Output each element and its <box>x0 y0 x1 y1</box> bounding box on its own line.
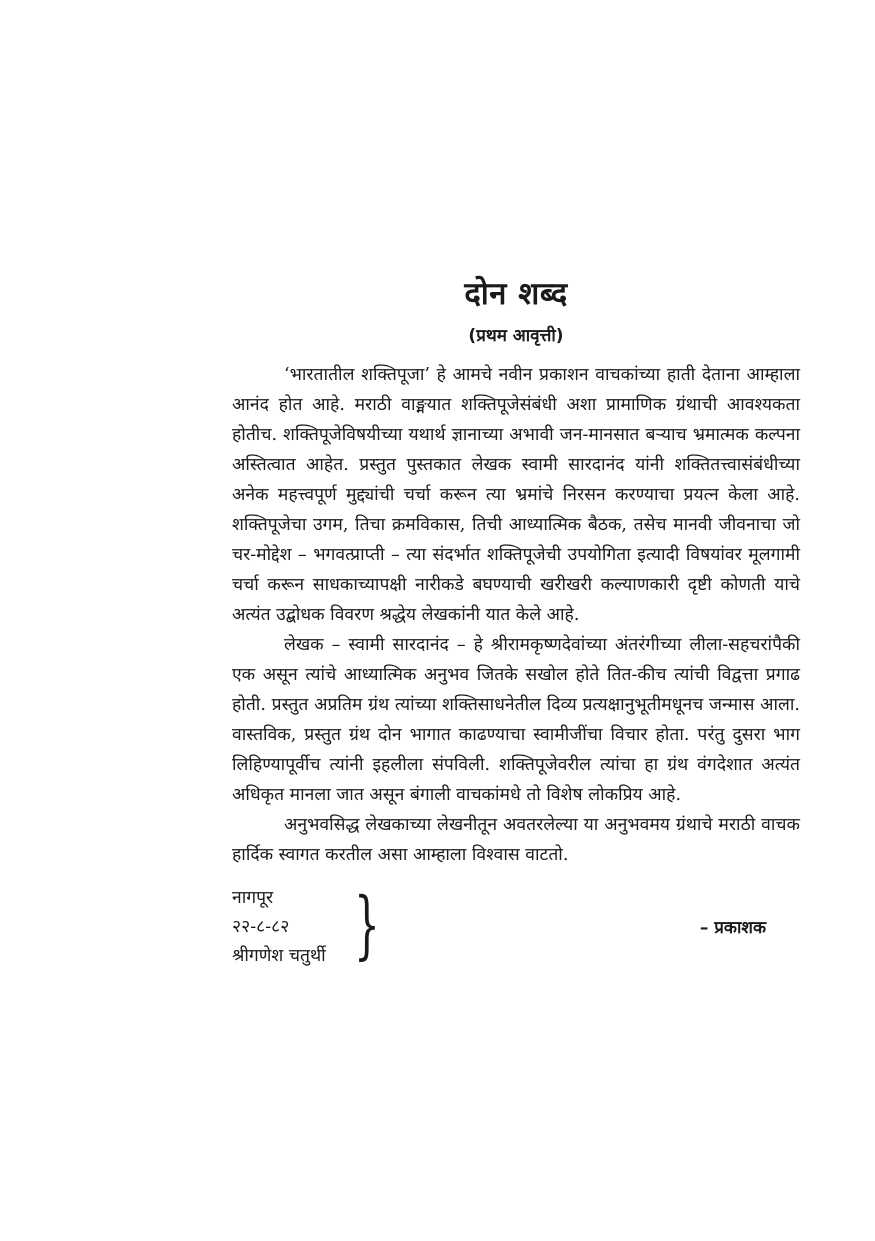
occasion-text: श्रीगणेश चतुर्थी <box>232 946 326 966</box>
place-text: नागपूर <box>232 888 274 908</box>
place-date-block <box>232 884 326 971</box>
date-text: २२-८-८२ <box>232 917 290 937</box>
footer <box>232 884 800 974</box>
document-page <box>232 270 800 974</box>
publisher-signature: – प्रकाशक <box>699 918 766 938</box>
page-title: दोन शब्द <box>464 276 568 312</box>
right-brace: } <box>354 882 380 968</box>
page-subtitle: (प्रथम आवृत्ती) <box>468 326 564 346</box>
paragraph-2: लेखक – स्वामी सारदानंद – हे श्रीरामकृष्णदेवांच्या अंतरंगीच्या लीला-सहचरांपैकी एक असून त्यांचे आध्यात्मिक अनुभव जितके सखोल होते तित-कीच त्यांची विद्वत्ता प्रगाढ होती. प्रस्तुत अप्रतिम ग्रंथ त्यांच्या शक्तिसाधनेतील दिव्य प्रत्यक्षानुभूतीमधूनच जन्मास आला. वास्तविक, प्रस्तुत ग्रंथ दोन भागात काढण्याचा स्वामीजींचा विचार होता. परंतु दुसरा भाग लिहिण्यापूर्वीच त्यांनी इहलीला संपविली. शक्तिपूजेवरील त्यांचा हा ग्रंथ वंगदेशात अत्यंत अधिकृत मानला जात असून बंगाली वाचकांमधे तो विशेष लोकप्रिय आहे. <box>232 635 800 805</box>
paragraph-1: ‘भारतातील शक्तिपूजा’ हे आमचे नवीन प्रकाशन वाचकांच्या हाती देताना आम्हाला आनंद होत आहे. मराठी वाङ्मयात शक्तिपूजेसंबंधी अशा प्रामाणिक ग्रंथाची आवश्यकता होतीच. शक्तिपूजेविषयीच्या यथार्थ ज्ञानाच्या अभावी जन-मानसात बऱ्याच भ्रमात्मक कल्पना अस्तित्वात आहेत. प्रस्तुत पुस्तकात लेखक स्वामी सारदानंद यांनी शक्तितत्त्वासंबंधीच्या अनेक महत्त्वपूर्ण मुद्द्यांची चर्चा करून त्या भ्रमांचे निरसन करण्याचा प्रयत्न केला आहे. शक्तिपूजेचा उगम, तिचा क्रमविकास, तिची आध्यात्मिक बैठक, तसेच मानवी जीवनाचा जो चर-मोद्देश – भगवत्प्राप्ती – त्या संदर्भात शक्तिपूजेची उपयोगिता इत्यादी विषयांवर मूलगामी चर्चा करून साधकाच्यापक्षी नारीकडे बघण्याची खरीखरी कल्याणकारी दृष्टी कोणती याचे अत्यंत उद्बोधक विवरण श्रद्धेय लेखकांनी यात केले आहे. <box>232 365 800 625</box>
paragraph-3: अनुभवसिद्ध लेखकाच्या लेखनीतून अवतरलेल्या या अनुभवमय ग्रंथाचे मराठी वाचक हार्दिक स्वागत करतील असा आम्हाला विश्वास वाटतो. <box>232 815 800 865</box>
